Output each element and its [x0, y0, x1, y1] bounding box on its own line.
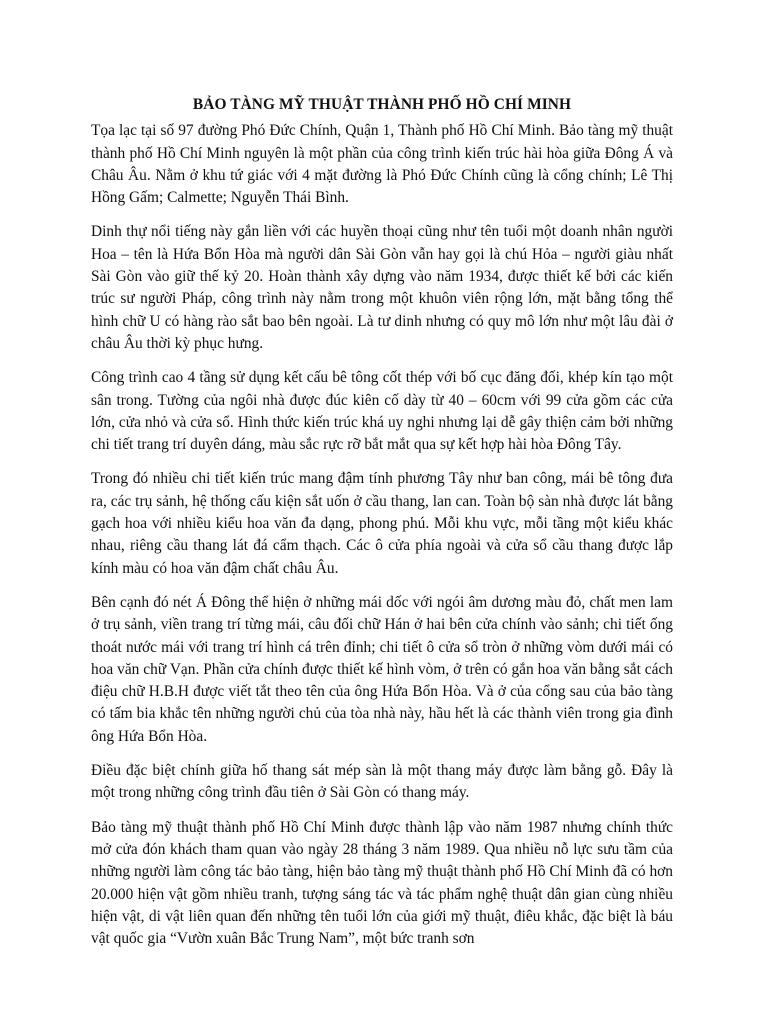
paragraph-western-details: Trong đó nhiều chi tiết kiến trúc mang đậm tính phương Tây như ban công, mái bê tông đưa ra, các trụ sảnh, hệ thống cấu kiện sắt uốn ở cầu thang, lan can. Toàn bộ sàn nhà được lát bằng gạch hoa với nhiều kiểu hoa văn đa dạng, phong phú. Mỗi khu vực, mỗi tầng một kiểu khác nhau, riêng cầu thang lát đá cẩm thạch. Các ô cửa phía ngoài và cửa sổ cầu thang được lắp kính màu có hoa văn đậm chất châu Âu.: [91, 470, 673, 577]
paragraph-location: Tọa lạc tại số 97 đường Phó Đức Chính, Quận 1, Thành phố Hồ Chí Minh. Bảo tàng mỹ thuật thành phố Hồ Chí Minh nguyên là một phần của công trình kiến trúc hài hòa giữa Đông Á và Châu Âu. Nằm ở khu tứ giác với 4 mặt đường là Phó Đức Chính cũng là cổng chính; Lê Thị Hồng Gấm; Calmette; Nguyễn Thái Bình.: [91, 122, 673, 207]
paragraph-structure: Công trình cao 4 tầng sử dụng kết cấu bê tông cốt thép với bố cục đăng đối, khép kín tạo một sân trong. Tường của ngôi nhà được đúc kiên cố dày từ 40 – 60cm với 99 cửa gồm các cửa lớn, cửa nhỏ và cửa sổ. Hình thức kiến trúc khá uy nghi nhưng lại dễ gây thiện cảm bởi những chi tiết trang trí duyên dáng, màu sắc rực rỡ bắt mắt qua sự kết hợp hài hòa Đông Tây.: [91, 369, 673, 454]
paragraph-eastern-details: Bên cạnh đó nét Á Đông thể hiện ở những mái dốc với ngói âm dương màu đỏ, chất men lam ở trụ sảnh, viền trang trí từng mái, câu đối chữ Hán ở hai bên cửa chính vào sảnh; chi tiết ống thoát nước mái với trang trí hình cá trên đỉnh; chi tiết ô cửa sổ tròn ở những vòm dưới mái có hoa văn chữ Vạn. Phần cửa chính được thiết kế hình vòm, ở trên có gắn hoa văn bằng sắt cách điệu chữ H.B.H được viết tắt theo tên của ông Hứa Bổn Hòa. Và ở của cổng sau của bảo tàng có tấm bia khắc tên những người chủ của tòa nhà này, hầu hết là các thành viên trong gia đình ông Hứa Bổn Hòa.: [91, 593, 673, 745]
paragraph-elevator: Điều đặc biệt chính giữa hố thang sát mép sàn là một thang máy được làm bằng gỗ. Đây là một trong những công trình đầu tiên ở Sài Gòn có thang máy.: [91, 762, 673, 802]
document-title: BẢO TÀNG MỸ THUẬT THÀNH PHỐ HỒ CHÍ MINH: [192, 96, 572, 113]
paragraph-museum-founding: Bảo tàng mỹ thuật thành phố Hồ Chí Minh được thành lập vào năm 1987 nhưng chính thức mở cửa đón khách tham quan vào ngày 28 tháng 3 năm 1989. Qua nhiều nỗ lực sưu tầm của những người làm công tác bảo tàng, hiện bảo tàng mỹ thuật thành phố Hồ Chí Minh đã có hơn 20.000 hiện vật gồm nhiều tranh, tượng sáng tác và tác phẩm nghệ thuật dân gian cùng nhiều hiện vật, di vật liên quan đến những tên tuổi lớn của giới mỹ thuật, điêu khắc, đặc biệt là báu vật quốc gia “Vườn xuân Bắc Trung Nam”, một bức tranh sơn: [91, 818, 673, 948]
paragraph-history: Dinh thự nổi tiếng này gắn liền với các huyền thoại cũng như tên tuổi một doanh nhân người Hoa – tên là Hứa Bổn Hòa mà người dân Sài Gòn vẫn hay gọi là chú Hỏa – người giàu nhất Sài Gòn vào giữ thế kỷ 20. Hoàn thành xây dựng vào năm 1934, được thiết kế bởi các kiến trúc sư người Pháp, công trình này nằm trong một khuôn viên rộng lớn, mặt bằng tổng thể hình chữ U có hàng rào sắt bao bên ngoài. Là tư dinh nhưng có quy mô lớn như một lâu đài ở châu Âu thời kỳ phục hưng.: [91, 223, 673, 352]
document-body: [91, 94, 673, 962]
